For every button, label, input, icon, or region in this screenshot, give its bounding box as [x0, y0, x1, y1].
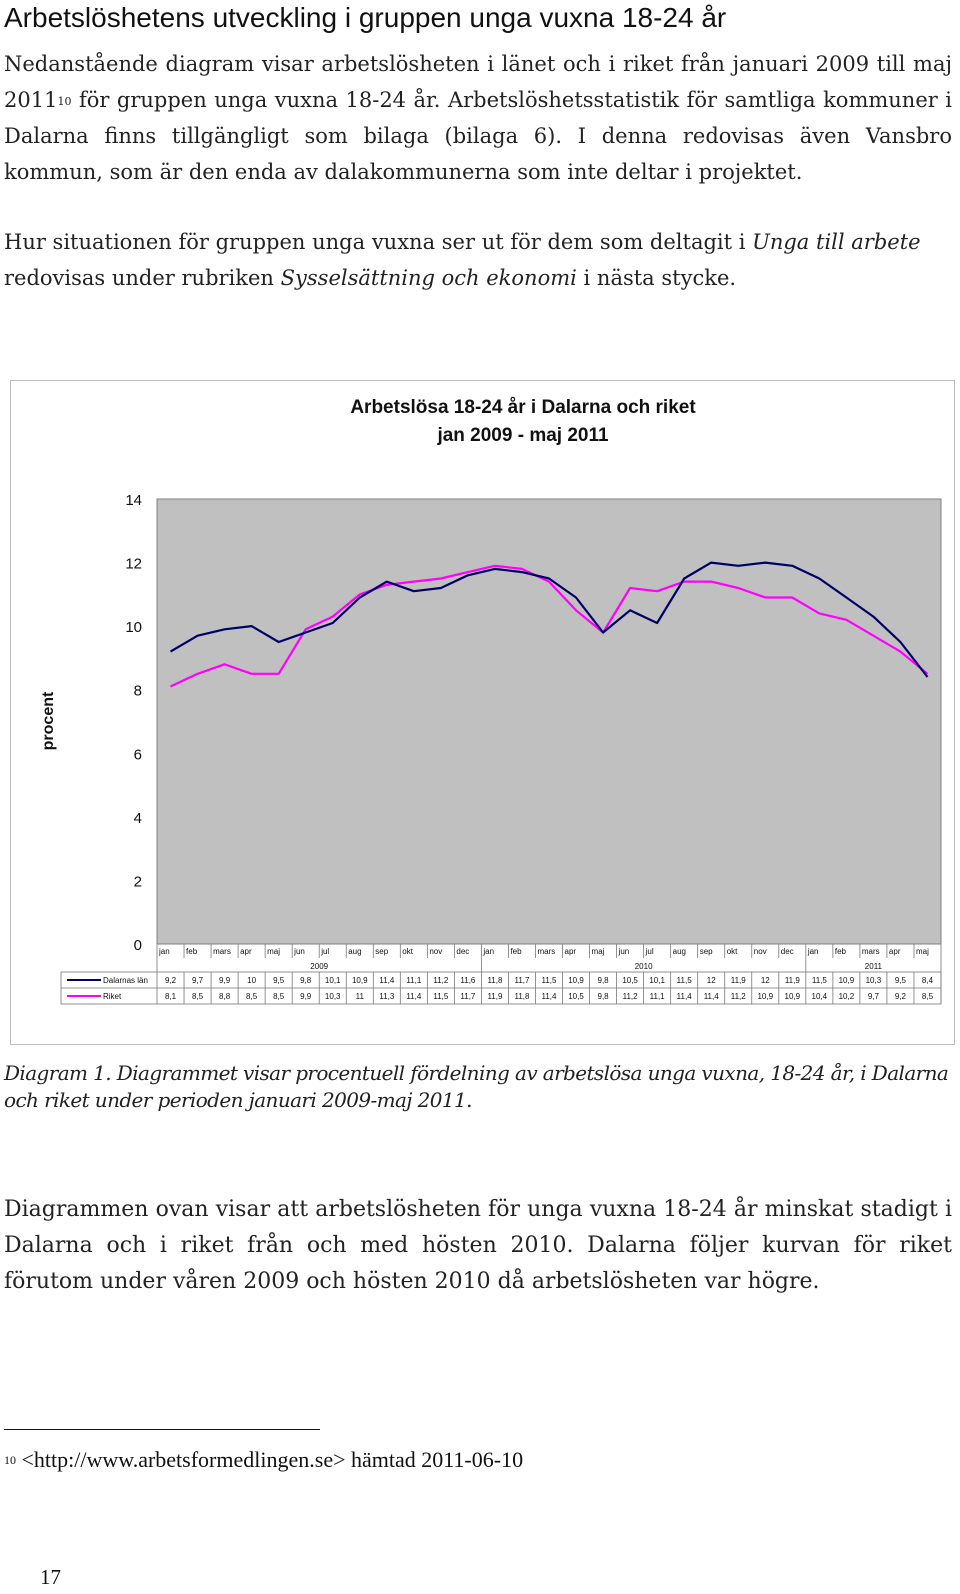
x-tick-label: jan [159, 947, 170, 956]
y-tick-label: 14 [125, 492, 142, 509]
data-label: 11,5 [811, 976, 827, 985]
data-label: 12 [706, 976, 716, 985]
chart-canvas [11, 381, 954, 1044]
data-label: 8,1 [164, 992, 177, 1001]
x-tick-label: okt [726, 947, 738, 956]
data-label: 8,5 [921, 992, 934, 1001]
data-label: 8,8 [219, 992, 231, 1001]
data-label: 11,8 [487, 976, 503, 985]
data-label: 11,5 [433, 992, 449, 1001]
data-label: 9,8 [597, 992, 609, 1001]
x-tick-label: apr [888, 947, 901, 956]
data-label: 11,3 [379, 992, 395, 1001]
data-label: 11,7 [460, 992, 476, 1001]
page-heading: Arbetslöshetens utveckling i gruppen unga vuxna 18-24 år [4, 2, 727, 33]
footnote-reference[interactable]: 10 [57, 95, 72, 108]
data-label: 11,2 [433, 976, 449, 985]
x-tick-label: sep [375, 947, 389, 956]
year-label: 2010 [634, 962, 653, 971]
data-label: 8,5 [273, 992, 285, 1001]
data-label: 11,5 [676, 976, 692, 985]
y-tick-label: 4 [133, 809, 142, 827]
data-label: 9,7 [867, 992, 879, 1001]
y-tick-label: 12 [125, 555, 142, 573]
y-tick-label: 6 [133, 746, 142, 764]
page-number: 17 [40, 1565, 61, 1589]
data-label: 10,4 [811, 992, 828, 1001]
data-label: 11,6 [460, 976, 476, 985]
data-label: 10,5 [568, 992, 584, 1001]
data-label: 11,9 [730, 976, 746, 985]
x-tick-label: okt [402, 947, 413, 956]
project-name: Unga till arbete [752, 230, 921, 254]
data-label: 10,2 [838, 992, 855, 1001]
data-label: 10,9 [838, 976, 855, 985]
summary-paragraph: Diagrammen ovan visar att arbetslösheten för unga vuxna 18-24 år minskat stadigt i Dalarna och i riket från och med hösten 2010. Dalarna följer kurvan för riket förutom under våren 2009 och hösten 2010 då arbetslösheten var högre. [4, 1197, 952, 1294]
data-label: 10,5 [622, 976, 638, 985]
data-label: 9,8 [597, 976, 609, 985]
data-label: 9,7 [191, 976, 204, 985]
x-tick-label: sep [699, 947, 713, 956]
data-label: 11,4 [703, 992, 719, 1001]
x-tick-label: nov [753, 947, 767, 956]
data-label: 9,5 [273, 976, 285, 985]
data-label: 11,4 [676, 992, 692, 1001]
data-label: 10,9 [784, 992, 801, 1001]
chart-title: Arbetslösa 18-24 år i Dalarna och riket [350, 397, 696, 418]
x-tick-label: nov [429, 947, 443, 956]
data-label: 10,1 [649, 976, 665, 985]
data-label: 9,9 [300, 992, 312, 1001]
data-label: 10 [247, 976, 257, 985]
data-label: 11 [355, 992, 364, 1001]
x-tick-label: dec [780, 947, 794, 956]
x-tick-label: dec [456, 947, 470, 956]
y-tick-label: 2 [133, 873, 142, 891]
figure-caption: Diagram 1. Diagrammet visar procentuell fördelning av arbetslösa unga vuxna, 18-24 år, i Dalarna och riket under perioden januari 2009-maj 2011. [4, 1061, 949, 1112]
data-label: 11,1 [406, 976, 422, 985]
intro-text-end: för gruppen unga vuxna 18-24 år. Arbetslöshetsstatistik för samtliga kommuner i Dalarna finns tillgängligt som bilaga (bilaga 6). I denna redovisas även Vansbro kommun, som är den enda av dalakommunerna som inte deltar i projektet. [4, 88, 952, 184]
data-label: 11,7 [514, 976, 530, 985]
footnote-number: 10 [4, 1453, 16, 1467]
x-tick-label: maj [591, 947, 605, 956]
participants-text-1: Hur situationen för gruppen unga vuxna ser ut för dem som deltagit i [4, 230, 753, 254]
x-tick-label: feb [510, 947, 522, 956]
data-label: 10,1 [324, 976, 341, 985]
footnote-text: <http://www.arbetsformedlingen.se> hämtad 2011-06-10 [16, 1447, 524, 1472]
data-label: 8,5 [191, 992, 204, 1001]
x-tick-label: jan [807, 947, 819, 956]
x-tick-label: jan [483, 947, 495, 956]
x-tick-label: feb [186, 947, 198, 956]
plot-area [157, 499, 941, 944]
participants-text-2: redovisas under rubriken [4, 266, 281, 290]
data-label: 11,5 [541, 976, 557, 985]
participants-paragraph [4, 224, 952, 296]
x-tick-label: jun [294, 947, 305, 956]
year-label: 2011 [864, 962, 883, 971]
x-tick-label: aug [348, 947, 362, 956]
unemployment-chart [10, 380, 955, 1045]
participants-text-3: i nästa stycke. [576, 266, 737, 290]
data-label: 11,2 [622, 992, 638, 1001]
data-label: 8,5 [246, 992, 258, 1001]
data-label: 12 [760, 976, 770, 985]
x-tick-label: jul [321, 947, 330, 956]
data-label: 11,1 [649, 992, 665, 1001]
data-label: 9,2 [164, 976, 177, 985]
section-reference: Sysselsättning och ekonomi [280, 266, 577, 290]
x-tick-label: mars [213, 947, 231, 956]
data-label: 9,5 [894, 976, 907, 985]
x-tick-label: maj [267, 947, 281, 956]
y-tick-label: 0 [133, 937, 142, 954]
y-tick-label: 10 [125, 619, 142, 637]
x-tick-label: jul [645, 947, 654, 956]
x-tick-label: feb [834, 947, 846, 956]
legend-label: Riket [103, 992, 122, 1001]
data-label: 11,2 [730, 992, 746, 1001]
data-label: 10,9 [351, 976, 368, 985]
data-label: 10,9 [757, 992, 774, 1001]
data-label: 10,9 [568, 976, 584, 985]
x-tick-label: mars [537, 947, 556, 956]
footnote-separator [4, 1429, 320, 1430]
year-label: 2009 [310, 962, 329, 971]
chart-subtitle: jan 2009 - maj 2011 [437, 425, 609, 446]
data-label: 11,4 [541, 992, 557, 1001]
data-label: 11,9 [784, 976, 800, 985]
footnote [4, 1444, 523, 1476]
x-tick-label: maj [915, 947, 929, 956]
x-tick-label: jun [618, 947, 630, 956]
data-label: 9,8 [300, 976, 312, 985]
x-tick-label: mars [861, 947, 880, 956]
data-label: 9,9 [219, 976, 231, 985]
data-label: 9,2 [894, 992, 907, 1001]
x-tick-label: apr [240, 947, 252, 956]
data-label: 10,3 [865, 976, 882, 985]
data-label: 11,4 [379, 976, 395, 985]
y-axis-label: procent [40, 691, 57, 751]
x-tick-label: apr [564, 947, 577, 956]
data-label: 11,4 [406, 992, 422, 1001]
data-label: 11,9 [487, 992, 503, 1001]
y-tick-label: 8 [133, 682, 142, 700]
intro-text-start: Nedanstående diagram visar arbetslösheten i länet och i riket från januari 2009 till maj 2011 [4, 52, 952, 112]
data-label: 10,3 [324, 992, 341, 1001]
data-label: 8,4 [921, 976, 934, 985]
legend-label: Dalarnas län [103, 976, 148, 985]
intro-paragraph [4, 46, 952, 190]
x-tick-label: aug [672, 947, 687, 956]
data-label: 11,8 [514, 992, 530, 1001]
